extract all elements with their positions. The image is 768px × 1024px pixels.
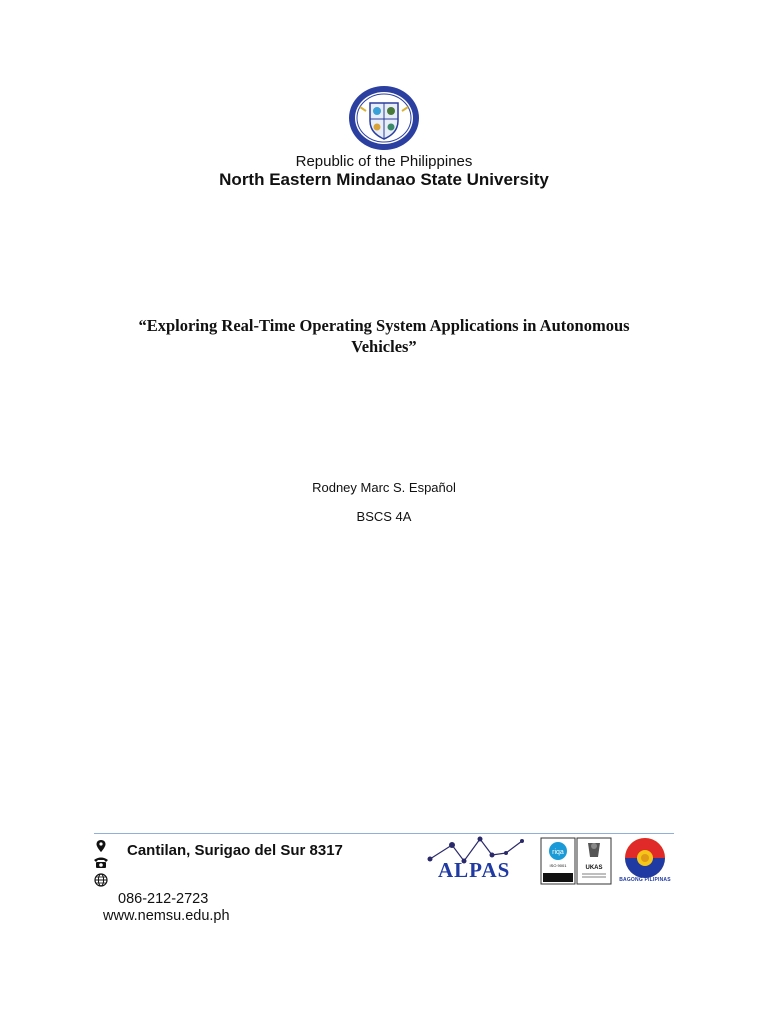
- author-name: Rodney Marc S. Español: [312, 480, 456, 495]
- address-text: Cantilan, Surigao del Sur 8317: [127, 842, 343, 859]
- university-seal-icon: [348, 85, 420, 151]
- university-name: North Eastern Mindanao State University: [219, 170, 549, 189]
- bagong-pilipinas-text: BAGONG PILIPINAS: [619, 877, 671, 883]
- svg-text:UKAS: UKAS: [585, 865, 603, 871]
- telephone-icon: [92, 855, 110, 869]
- globe-icon: [94, 873, 108, 887]
- phone-number: 086-212-2723: [118, 891, 209, 907]
- footer-divider: [94, 833, 674, 834]
- republic-heading: Republic of the Philippines: [295, 153, 473, 170]
- svg-text:ISO 9001: ISO 9001: [549, 863, 567, 868]
- location-pin-icon: [95, 839, 107, 853]
- svg-text:riqa: riqa: [552, 849, 564, 856]
- iso-certification-icon: [540, 837, 612, 885]
- course-section: BSCS 4A: [356, 509, 412, 524]
- alpas-wordmark: ALPAS: [438, 858, 511, 882]
- document-title: “Exploring Real-Time Operating System Applications in Autonomous Vehicles”: [138, 316, 630, 356]
- website-link[interactable]: www.nemsu.edu.ph: [103, 908, 230, 924]
